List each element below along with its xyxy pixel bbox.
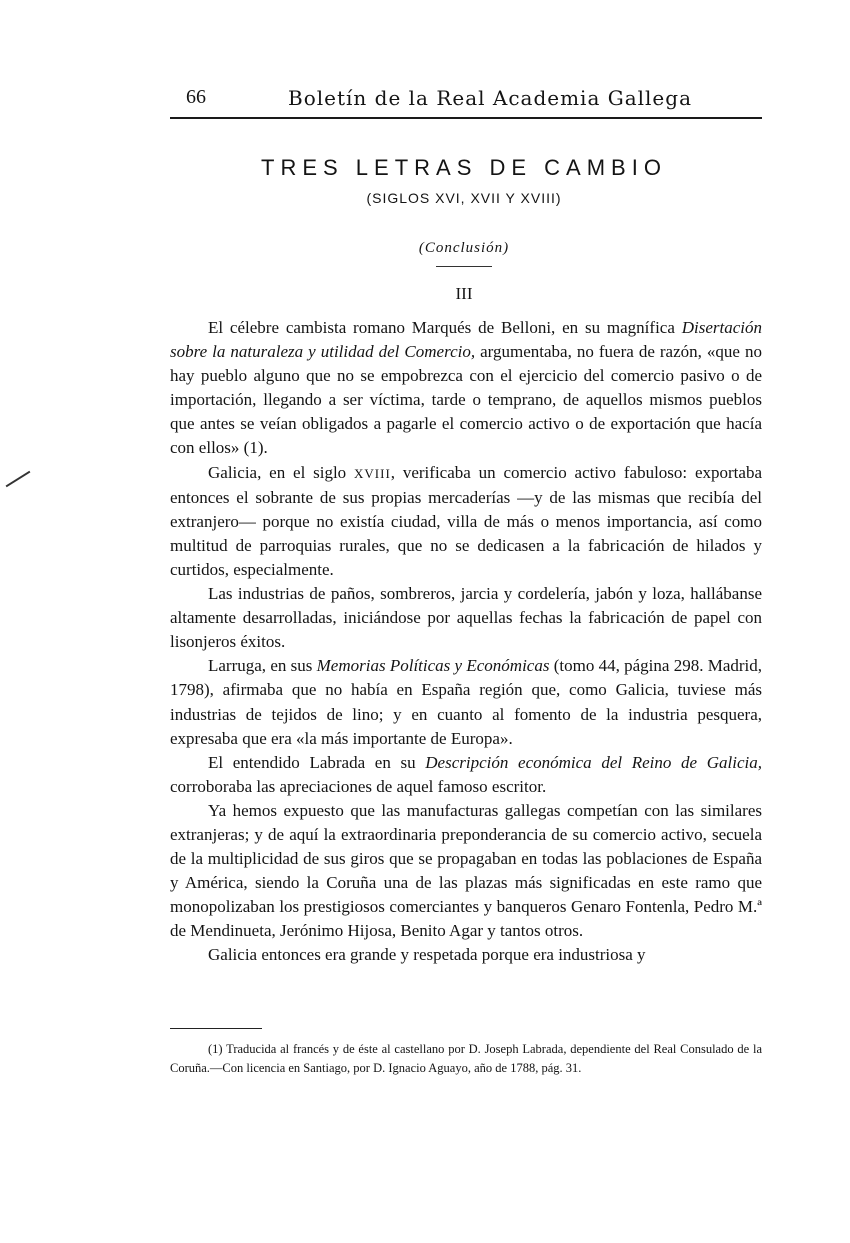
- article-subtitle: (SIGLOS XVI, XVII Y XVIII): [366, 190, 562, 206]
- paragraph: El entendido Labrada en su Descripción económica del Reino de Galicia, corroboraba las apreciaciones de aquel famoso escritor.: [170, 752, 762, 796]
- page-number: 66: [186, 86, 206, 108]
- paragraph: Las industrias de paños, sombreros, jarcia y cordelería, jabón y loza, hallábanse altamente desarrolladas, iniciándose por aquellas fechas la fabricación de papel con lisonjeros éxitos.: [170, 584, 762, 652]
- body-text: [170, 316, 762, 968]
- paragraph: Larruga, en sus Memorias Políticas y Económicas (tomo 44, página 298. Madrid, 1798), afirmaba que no había en España región que, como Galicia, tuviese más industrias de tejidos de lino; y en cuanto al fomento de la industria pesquera, expresaba que era «la más importante de Europa».: [170, 656, 763, 748]
- part-label: (Conclusión): [418, 240, 510, 256]
- section-number: III: [455, 284, 473, 303]
- running-head: [170, 86, 762, 116]
- paragraph: Galicia, en el siglo XVIII, verificaba un comercio activo fabuloso: exportaba entonces el sobrante de sus propias mercaderías —y de las mismas que recibía del extranjero— porque no existía ciudad, villa de más o menos importancia, así como multitud de parroquias rurales, que no se dedicasen a la fabricación de hilados y curtidos, especialmente.: [170, 462, 762, 579]
- footnote-text: (1) Traducida al francés y de éste al castellano por D. Joseph Labrada, dependiente del Real Consulado de la Coruña.—Con licencia en Santiago, por D. Ignacio Aguayo, año de 1788, pág. 31.: [170, 1042, 762, 1075]
- footnote: [170, 1040, 762, 1078]
- journal-title: Boletín de la Real Academia Gallega: [288, 86, 692, 110]
- header-rule: [170, 117, 762, 119]
- footnote-rule: [170, 1028, 262, 1029]
- paragraph: Galicia entonces era grande y respetada porque era industriosa y: [208, 945, 646, 965]
- title-rule: [436, 266, 492, 267]
- margin-pencil-mark: [6, 471, 31, 488]
- article-title: TRES LETRAS DE CAMBIO: [261, 155, 667, 180]
- paragraph: El célebre cambista romano Marqués de Belloni, en su magnífica Disertación sobre la naturaleza y utilidad del Comercio, argumentaba, no fuera de razón, «que no hay pueblo alguno que no se empobrezca con el ejercicio del comercio pasivo o de importación, llegando a ser víctima, tarde o temprano, de aquellos mismos pueblos que antes se veían obligados a pagarle el comercio activo o de exportación que hacía con ellos» (1).: [170, 318, 762, 458]
- paragraph: Ya hemos expuesto que las manufacturas gallegas competían con las similares extranjeras; y de aquí la extraordinaria preponderancia de su comercio activo, secuela de la multiplicidad de sus giros que se propagaban en todas las poblaciones de España y América, siendo la Coruña una de las plazas más significadas en este ramo que monopolizaban los prestigiosos comerciantes y banqueros Genaro Fontenla, Pedro M.ª de Mendinueta, Jerónimo Hijosa, Benito Agar y tantos otros.: [170, 800, 762, 941]
